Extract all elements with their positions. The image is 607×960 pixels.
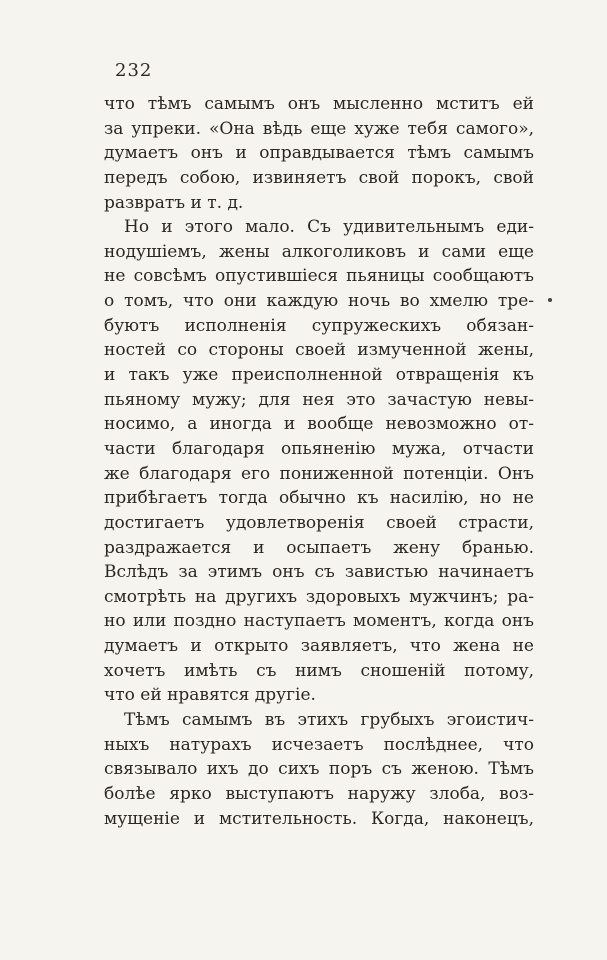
- text-line: же благодаря его пониженной потенціи. Онъ: [104, 463, 534, 484]
- text-line: ностей со стороны своей измученной жены,: [104, 340, 534, 361]
- text-line: за упреки. «Она вѣдь еще хуже тебя самого»,: [104, 118, 534, 139]
- text-line: смотрѣть на другихъ здоровыхъ мужчинъ; ра-: [104, 586, 534, 607]
- text-line: Тѣмъ самымъ въ этихъ грубыхъ эгоистич-: [124, 710, 534, 731]
- ink-speck: [548, 298, 552, 302]
- text-line: Вслѣдъ за этимъ онъ съ завистью начинаетъ: [104, 562, 534, 583]
- text-line: мущеніе и мстительность. Когда, наконецъ,: [104, 808, 534, 829]
- text-line: нодушіемъ, жены алкоголиковъ и сами еще: [104, 241, 534, 262]
- text-line: что ей нравятся другіе.: [104, 685, 316, 706]
- text-line: что тѣмъ самымъ онъ мысленно мститъ ей: [104, 94, 534, 114]
- text-line: раздражается и осыпаетъ жену бранью.: [104, 537, 534, 558]
- text-line: связывало ихъ до сихъ поръ съ женою. Тѣмъ: [104, 759, 534, 780]
- text-line: части благодаря опьяненію мужа, отчасти: [104, 438, 534, 459]
- text-line: хочетъ имѣть съ нимъ сношеній потому,: [104, 660, 534, 681]
- text-line: и такъ уже преисполненной отвращенія къ: [104, 365, 534, 386]
- text-line: думаетъ и открыто заявляетъ, что жена не: [104, 636, 534, 657]
- text-line: о томъ, что они каждую ночь во хмелю тре-: [104, 291, 534, 312]
- page-number: 232: [115, 60, 153, 81]
- text-line: прибѣгаетъ тогда обычно къ насилію, но не: [104, 488, 534, 509]
- text-line: но или поздно наступаетъ моментъ, когда онъ: [104, 611, 534, 632]
- text-line: буютъ исполненія супружескихъ обязан-: [104, 315, 534, 336]
- text-line: пьяному мужу; для нея это зачастую невы-: [104, 389, 534, 410]
- text-line: ныхъ натурахъ исчезаетъ послѣднее, что: [104, 734, 534, 755]
- text-line: передъ собою, извиняетъ свой порокъ, свой: [104, 167, 534, 188]
- text-line: не совсѣмъ опустившіеся пьяницы сообщаютъ: [104, 266, 534, 287]
- text-line: достигаетъ удовлетворенія своей страсти,: [104, 512, 534, 533]
- text-line: носимо, а иногда и вообще невозможно от-: [104, 414, 534, 435]
- text-line: Но и этого мало. Съ удивительнымъ еди-: [124, 217, 534, 238]
- text-line: думаетъ онъ и оправдывается тѣмъ самымъ: [104, 143, 534, 164]
- text-line: развратъ и т. д.: [104, 192, 244, 213]
- text-line: болѣе ярко выступаютъ наружу злоба, воз-: [104, 783, 534, 804]
- page-text: [104, 92, 534, 831]
